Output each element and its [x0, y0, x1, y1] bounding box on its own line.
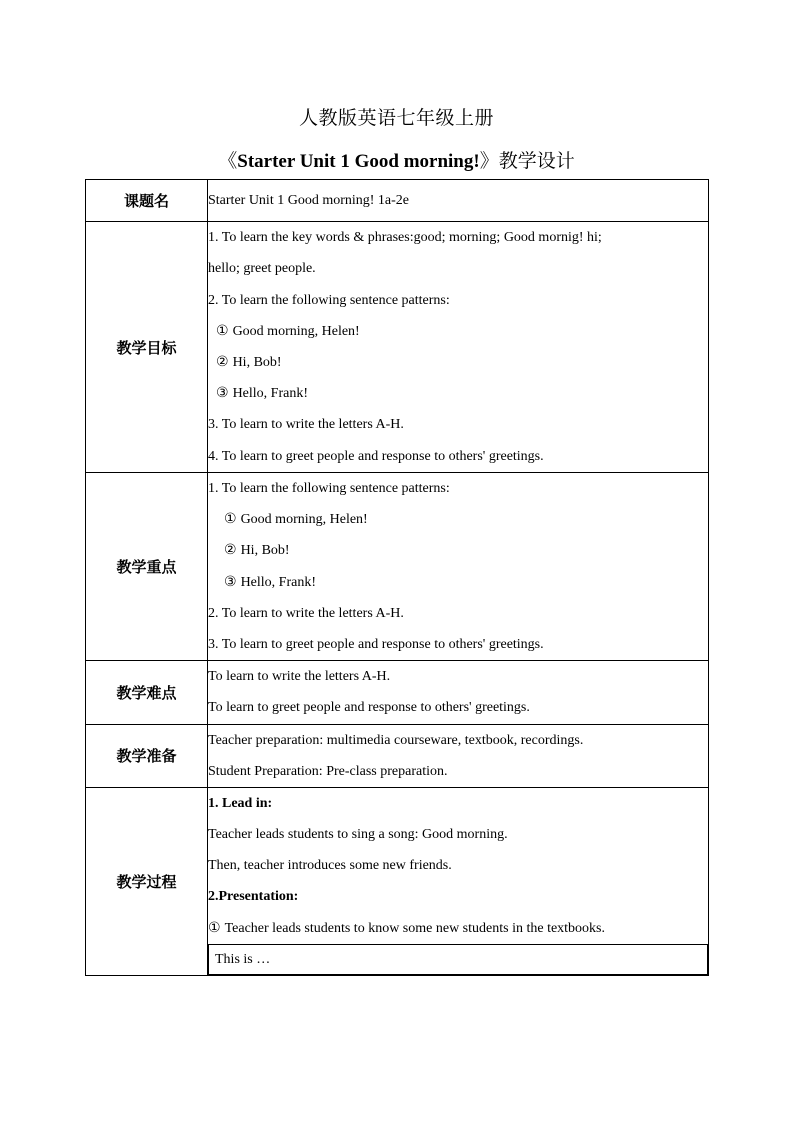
key-point-line: 2. To learn to write the letters A-H.: [208, 605, 404, 621]
process-heading: 1. Lead in:: [208, 795, 273, 811]
process-text: Teacher leads students to know some new students in the textbooks.: [224, 920, 606, 936]
subtitle-unit-name: Starter Unit 1 Good morning!: [237, 151, 480, 172]
preparation-line: Teacher preparation: multimedia courseware, textbook, recordings.: [208, 732, 584, 748]
inner-example-box: This is …: [208, 944, 708, 975]
difficulty-line: To learn to greet people and response to others' greetings.: [208, 700, 530, 716]
key-point-sentence: [208, 535, 708, 566]
objective-sentence: [208, 378, 708, 409]
subtitle-suffix: 教学设计: [498, 150, 575, 172]
sentence-text: Good morning, Helen!: [232, 323, 360, 339]
circled-number: ①: [216, 322, 229, 339]
objective-line: 4. To learn to greet people and response to others' greetings.: [208, 448, 544, 464]
subtitle-open-bracket: 《: [218, 150, 238, 172]
row-key-points: [86, 473, 709, 661]
objective-line: 2. To learn the following sentence patterns:: [208, 292, 450, 308]
process-heading: 2.Presentation:: [208, 889, 299, 905]
key-point-line: 3. To learn to greet people and response to others' greetings.: [208, 636, 544, 652]
row-label-difficulties: 教学难点: [86, 661, 208, 724]
objective-sentence: [208, 316, 708, 347]
row-process: [86, 787, 709, 975]
row-difficulties: [86, 661, 709, 724]
subtitle-close-bracket: 》: [479, 150, 499, 172]
document-title: 人教版英语七年级上册: [298, 107, 494, 129]
circled-number: ③: [216, 385, 229, 402]
sentence-text: Hi, Bob!: [240, 543, 290, 559]
row-label-process: 教学过程: [86, 787, 208, 975]
objective-sentence: [208, 347, 708, 378]
circled-number: ②: [224, 542, 237, 559]
objective-line: hello; greet people.: [208, 261, 316, 277]
objective-line: 3. To learn to write the letters A-H.: [208, 417, 404, 433]
document-subtitle: [0, 146, 793, 173]
process-line: Teacher leads students to sing a song: Good morning.: [208, 827, 508, 843]
preparation-line: Student Preparation: Pre-class preparation.: [208, 763, 448, 779]
row-content-key-points: [208, 473, 709, 661]
row-objectives: [86, 222, 709, 473]
row-label-topic: 课题名: [86, 180, 208, 222]
row-content-difficulties: [208, 661, 709, 724]
sentence-text: Hello, Frank!: [232, 386, 308, 402]
circled-number: ③: [224, 573, 237, 590]
process-line: Then, teacher introduces some new friends.: [208, 858, 452, 874]
circled-number: ①: [208, 919, 221, 936]
sentence-text: Hello, Frank!: [240, 574, 316, 590]
process-line: [208, 913, 708, 944]
sentence-text: Hi, Bob!: [232, 355, 282, 370]
topic-text: Starter Unit 1 Good morning! 1a-2e: [208, 192, 410, 208]
difficulty-line: To learn to write the letters A-H.: [208, 669, 391, 685]
key-point-sentence: [208, 504, 708, 535]
row-preparation: [86, 724, 709, 787]
row-label-preparation: 教学准备: [86, 724, 208, 787]
row-label-key-points: 教学重点: [86, 473, 208, 661]
row-content-preparation: [208, 724, 709, 787]
row-content-topic: [208, 180, 709, 222]
key-point-sentence: [208, 567, 708, 598]
sentence-text: Good morning, Helen!: [240, 512, 368, 528]
row-content-process: [208, 787, 709, 975]
circled-number: ①: [224, 511, 237, 528]
row-content-objectives: [208, 222, 709, 473]
lesson-plan-table: [85, 179, 709, 976]
row-label-objectives: 教学目标: [86, 222, 208, 473]
objective-line: 1. To learn the key words & phrases:good; morning; Good mornig! hi;: [208, 230, 602, 246]
circled-number: ②: [216, 354, 229, 370]
key-point-line: 1. To learn the following sentence patterns:: [208, 481, 450, 496]
row-topic: [86, 180, 709, 222]
